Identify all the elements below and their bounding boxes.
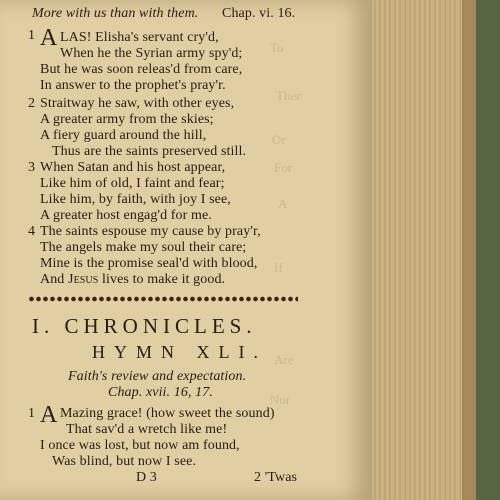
verse-line: LAS! Elisha's servant cry'd, — [60, 30, 219, 45]
hymn-heading: HYMN XLI. — [92, 342, 267, 362]
verse-line: When Satan and his host appear, — [40, 160, 226, 175]
ornamental-divider — [28, 293, 298, 305]
hymn-subtitle: Faith's review and expectation. — [68, 369, 247, 384]
verse-line: Was blind, but now I see. — [52, 454, 197, 469]
verse-number: 1 — [28, 406, 36, 421]
verse-line: A greater host engag'd for me. — [40, 208, 212, 223]
show-through-text: To Ther Or For A If Are Nor — [270, 40, 301, 407]
signature-mark: D 3 — [136, 470, 157, 485]
underlying-page — [462, 0, 476, 500]
hymn-chapter-reference: Chap. xvii. 16, 17. — [108, 385, 213, 400]
verse-line: That sav'd a wretch like me! — [66, 422, 228, 437]
verse-line: Thus are the saints preserved still. — [52, 144, 247, 159]
verse-number: 4 — [28, 224, 36, 239]
jesus-small-caps: Jesus — [68, 272, 99, 287]
page-edges — [372, 0, 462, 500]
book-cover-edge — [476, 0, 500, 500]
verse-line: Like him, by faith, with joy I see, — [40, 192, 231, 207]
verse-number: 1 — [28, 28, 36, 43]
verse-line: Like him of old, I faint and fear; — [40, 176, 225, 191]
running-title: More with us than with them. — [32, 6, 199, 21]
verse-line: A fiery guard around the hill, — [40, 128, 207, 143]
drop-cap: A — [40, 25, 58, 51]
verse-line: The saints espouse my cause by pray'r, — [40, 224, 261, 239]
chapter-reference: Chap. vi. 16. — [222, 6, 296, 21]
drop-cap: A — [40, 402, 58, 428]
verse-line: In answer to the prophet's pray'r. — [40, 78, 226, 93]
catchword: 2 'Twas — [254, 470, 298, 485]
verse-line: Mazing grace! (how sweet the sound) — [60, 406, 275, 421]
verse-line: I once was lost, but now am found, — [40, 438, 240, 453]
verse-line: A greater army from the skies; — [40, 112, 214, 127]
verse-line: The angels make my soul their care; — [40, 240, 247, 255]
verse-line: But he was soon releas'd from care, — [40, 62, 243, 77]
verse-number: 2 — [28, 96, 36, 111]
book-title: I. CHRONICLES. — [32, 314, 257, 338]
verse-line: Straitway he saw, with other eyes, — [40, 96, 235, 111]
verse-line: When he the Syrian army spy'd; — [60, 46, 243, 61]
verse-line: Mine is the promise seal'd with blood, — [40, 256, 258, 271]
verse-line: And Jesus lives to make it good. — [40, 272, 226, 287]
verse-number: 3 — [28, 160, 36, 175]
